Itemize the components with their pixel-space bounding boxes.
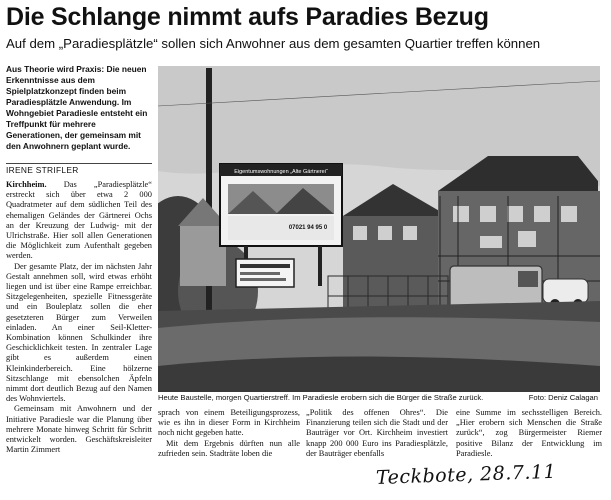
- article-column-1: [6, 180, 152, 472]
- paragraph-1: [6, 180, 152, 262]
- construction-site-photo: [158, 66, 600, 392]
- photo-credit: Foto: Deniz Calagan: [528, 393, 598, 402]
- photo-illustration: [158, 66, 600, 392]
- column-3-paragraph: „Politik des offenen Ohres“. Die Finanzierung teilen sich die Stadt und der Bauträger vor Ort. Kirchheim investiert knapp 200 000 Euro ins Paradiesplätzle, der Bauträger ebenfalls: [306, 408, 448, 458]
- paragraph-2: Der gesamte Platz, der im nächsten Jahr Gestalt annehmen soll, wird etwas erhöht liegen und ist über eine Rampe erreichbar. Sitzgelegenheiten, spezielle Fitnessgeräte und ein Bouleplatz sollen die eher gesetzteren Bürger zum Verweilen einladen. An einer Seil-Kletter-Kombination können Schulkinder ihre Geschicklichkeit testen. In zentraler Lage gibt es außerdem einen Kleinkinderbereich. Eine hölzerne Sitzschlange mit ebensolchen Äpfeln nimmt dort deutlich Bezug auf den Namen des Wohnviertels.: [6, 261, 152, 404]
- dateline: Kirchheim.: [6, 180, 47, 189]
- column-4-paragraph: eine Summe im sechsstelligen Bereich. „Hier erobern sich Menschen die Straße zurück“, zog Bürgermeister Riemer positive Bilanz der Entwicklung im Paradiesle.: [456, 408, 602, 458]
- article-column-3: [306, 408, 448, 470]
- article-column-2: [158, 408, 300, 470]
- teaser: [6, 64, 152, 152]
- caption-text: Heute Baustelle, morgen Quartierstreff. Im Paradiesle erobern sich die Bürger die Straße zurück.: [158, 393, 484, 402]
- column-2-paragraph-2: Mit dem Ergebnis dürften nun alle zufrieden sein. Stadträte loben die: [158, 438, 300, 458]
- subheadline: Auf dem „Paradiesplätzle“ sollen sich Anwohner aus dem gesamten Quartier treffen können: [6, 36, 541, 51]
- teaser-text: Aus Theorie wird Praxis: Die neuen Erkenntnisse aus dem Spielplatzkonzept finden beim Paradiesplätzle Anwendung. Im Wohngebiet Paradiesle entsteht ein Treffpunkt für mehrere Generationen, der gemeinsam mit den Anwohnern geplant wurde.: [6, 64, 148, 151]
- author-byline: IRENE STRIFLER: [6, 163, 152, 176]
- paragraph-3: Gemeinsam mit Anwohnern und der Initiative Paradiesle war die Planung über mehrere Monate hinweg Schritt für Schritt entwickelt worden. Geschäftskreisleiter Martin Zimmert: [6, 404, 152, 455]
- handwritten-source-note: Teckbote, 28.7.11: [375, 460, 557, 489]
- headline: Die Schlange nimmt aufs Paradies Bezug: [6, 3, 489, 31]
- billboard-phone: 07021 94 95 0: [288, 225, 328, 231]
- billboard-title: Eigentumswohnungen „Alte Gärtnerei“: [234, 169, 328, 175]
- paragraph-1-text: Das „Paradiesplätzle“ erstreckt sich über etwa 2 000 Quadratmeter auf dem südlichen Teil des ehemaligen Geländes der Gärtnerei Ochs an der Kreuzung der Ludwig- mit der Ulrichstraße. Hier soll allen Generationen die Möglichkeit zum Aufenthalt gegeben werden.: [6, 180, 152, 261]
- column-2-paragraph-1: sprach von einem Beteiligungsprozess, wie es ihn in dieser Form in Kirchheim noch nicht gegeben hatte.: [158, 408, 300, 438]
